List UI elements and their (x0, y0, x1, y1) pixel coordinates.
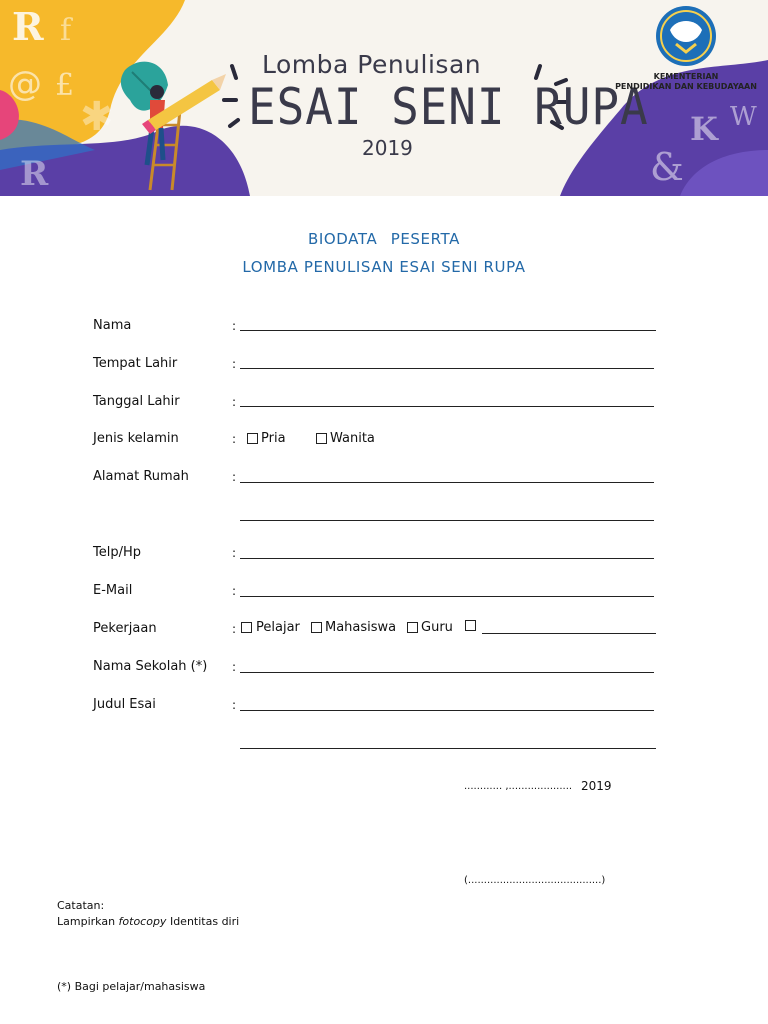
svg-text:R: R (12, 4, 44, 49)
checkbox-guru[interactable] (407, 620, 453, 635)
checkbox-pria[interactable] (247, 431, 286, 446)
checkbox-pelajar[interactable] (241, 620, 300, 635)
notes-attach-italic: fotocopy (118, 915, 167, 928)
label-tanggal-lahir: Tanggal Lahir (93, 394, 180, 409)
colon: : (232, 584, 237, 598)
checkbox-label-pelajar: Pelajar (256, 620, 300, 635)
svg-text:f: f (60, 13, 72, 48)
form-title: BIODATA PESERTA (307, 230, 461, 248)
label-email: E-Mail (93, 583, 133, 598)
header-banner (0, 0, 768, 196)
checkbox-mahasiswa[interactable] (311, 620, 396, 635)
checkbox-label-wanita: Wanita (330, 431, 375, 446)
checkbox-other[interactable] (465, 620, 479, 631)
colon: : (232, 546, 237, 560)
input-line-email[interactable] (240, 596, 654, 597)
banner-year: 2019 (362, 136, 413, 160)
label-nama: Nama (93, 318, 132, 333)
notes-attach-suffix: Identitas diri (166, 915, 240, 928)
svg-text:✱: ✱ (80, 94, 114, 140)
colon: : (232, 395, 237, 409)
label-nama-sekolah: Nama Sekolah (*) (93, 659, 208, 674)
svg-text:W: W (730, 102, 757, 132)
banner-title-top: Lomba Penulisan (262, 50, 482, 79)
input-line-nama-sekolah[interactable] (240, 672, 654, 673)
input-line-alamat-1[interactable] (240, 482, 654, 483)
svg-text:K: K (690, 110, 718, 148)
input-line-alamat-2[interactable] (240, 520, 654, 521)
label-alamat-rumah: Alamat Rumah (93, 469, 189, 484)
svg-text:&: & (650, 145, 684, 189)
signature-year: 2019 (581, 779, 612, 793)
notes-attach-prefix: Lampirkan (57, 915, 119, 928)
input-line-telp[interactable] (240, 558, 654, 559)
input-line-judul-1[interactable] (240, 710, 654, 711)
colon: : (232, 698, 237, 712)
checkbox-box[interactable] (247, 433, 258, 444)
label-pekerjaan: Pekerjaan (93, 621, 157, 636)
label-judul-esai: Judul Esai (93, 697, 156, 712)
svg-text:R: R (20, 154, 49, 194)
colon: : (232, 357, 237, 371)
date-place-blank[interactable]: ............ ,.................... (464, 781, 573, 792)
label-tempat-lahir: Tempat Lahir (93, 356, 178, 371)
label-telp: Telp/Hp (93, 545, 142, 560)
ministry-line-2: PENDIDIKAN DAN KEBUDAYAAN (615, 82, 757, 91)
checkbox-label-guru: Guru (421, 620, 453, 635)
banner-title-main: ESAI SENI RUPA (248, 78, 649, 136)
form-subtitle: LOMBA PENULISAN ESAI SENI RUPA (242, 258, 526, 276)
colon: : (232, 470, 237, 484)
checkbox-box[interactable] (311, 622, 322, 633)
notes-title: Catatan: (57, 899, 105, 912)
ministry-line-1: KEMENTERIAN (653, 72, 719, 81)
checkbox-wanita[interactable] (316, 431, 375, 446)
input-line-judul-2[interactable] (240, 748, 656, 749)
input-line-tanggal-lahir[interactable] (240, 406, 654, 407)
colon: : (232, 319, 237, 333)
ministry-name (612, 72, 760, 92)
colon: : (232, 432, 237, 446)
svg-text:£: £ (55, 68, 75, 103)
colon: : (232, 660, 237, 674)
svg-text:@: @ (8, 64, 42, 104)
checkbox-box[interactable] (465, 620, 476, 631)
input-line-tempat-lahir[interactable] (240, 368, 654, 369)
signature-name-blank[interactable]: (..........................................) (464, 875, 606, 886)
checkbox-box[interactable] (407, 622, 418, 633)
checkbox-label-mahasiswa: Mahasiswa (325, 620, 397, 635)
colon: : (232, 622, 237, 636)
notes-attachment (57, 915, 239, 928)
footnote: (*) Bagi pelajar/mahasiswa (57, 980, 206, 993)
label-jenis-kelamin: Jenis kelamin (93, 431, 179, 446)
checkbox-box[interactable] (316, 433, 327, 444)
checkbox-label-pria: Pria (261, 431, 286, 446)
input-line-nama[interactable] (240, 330, 656, 331)
checkbox-box[interactable] (241, 622, 252, 633)
input-line-pekerjaan-other[interactable] (482, 633, 656, 634)
